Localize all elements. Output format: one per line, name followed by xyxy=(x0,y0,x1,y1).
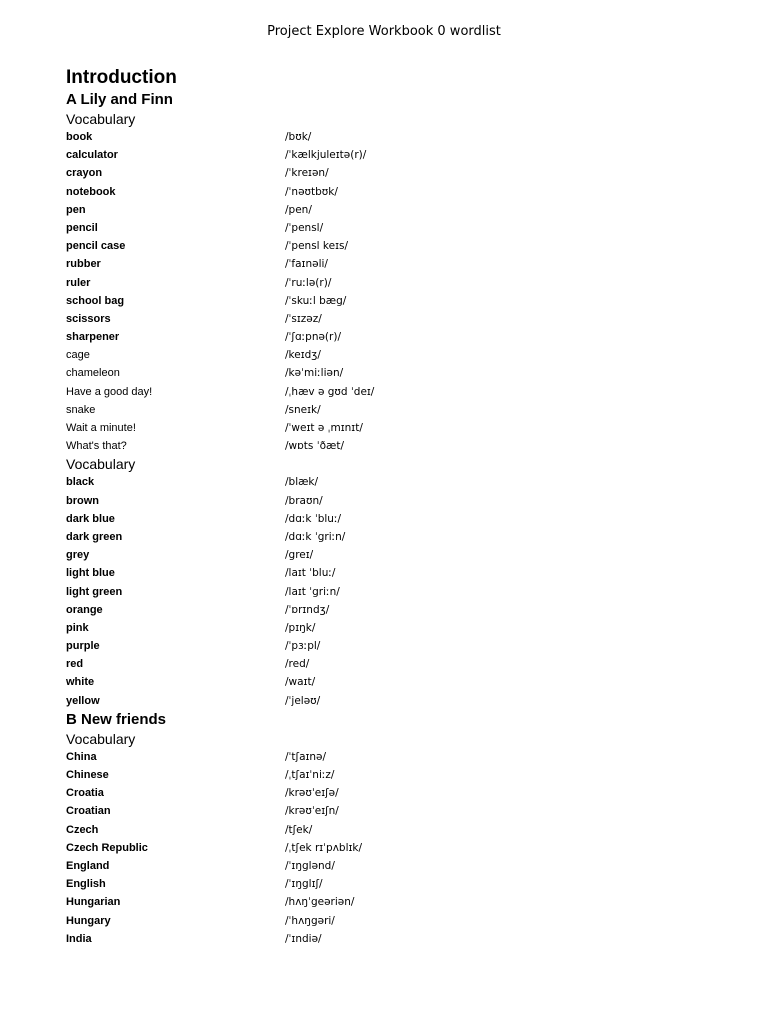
word: cage xyxy=(66,349,90,362)
pronunciation: /ˈpensl keɪs/ xyxy=(285,240,349,253)
word-row xyxy=(66,912,746,930)
word: purple xyxy=(66,640,100,653)
word: red xyxy=(66,658,84,671)
word: notebook xyxy=(66,185,116,198)
pronunciation: /ˈweɪt ə ˌmɪnɪt/ xyxy=(285,422,363,434)
word-row xyxy=(66,219,746,237)
word: India xyxy=(66,932,92,945)
word: China xyxy=(66,750,97,763)
page-header: Project Explore Workbook 0 wordlist xyxy=(267,24,501,39)
pronunciation: /dɑːk ˈgriːn/ xyxy=(285,530,346,543)
pronunciation: /ˈpensl/ xyxy=(285,221,324,234)
pronunciation: /ˈkælkjuleɪtə(r)/ xyxy=(285,149,367,162)
word-row xyxy=(66,802,746,820)
pronunciation: /krəʊˈeɪʃn/ xyxy=(285,805,339,818)
word-row xyxy=(66,546,746,564)
pronunciation: /ˈskuːl bæg/ xyxy=(285,294,347,307)
word-row xyxy=(66,164,746,182)
word: light green xyxy=(66,585,123,598)
word-row xyxy=(66,857,746,875)
word-row xyxy=(66,237,746,255)
pronunciation: /ˈruːlə(r)/ xyxy=(285,276,332,289)
word: chameleon xyxy=(66,367,120,380)
word: orange xyxy=(66,603,103,616)
pronunciation: /ˈkreɪən/ xyxy=(285,167,329,180)
word: dark green xyxy=(66,530,123,543)
word-row xyxy=(66,274,746,292)
word: light blue xyxy=(66,567,115,580)
word: pen xyxy=(66,203,86,216)
word: Croatia xyxy=(66,787,104,800)
word-row xyxy=(66,601,746,619)
word-row xyxy=(66,473,746,491)
word: calculator xyxy=(66,149,118,162)
word-row xyxy=(66,673,746,691)
word: Croatian xyxy=(66,805,111,818)
word-row xyxy=(66,419,746,437)
word-row xyxy=(66,255,746,273)
word: school bag xyxy=(66,294,125,307)
word: Czech Republic xyxy=(66,841,148,854)
pronunciation: /ˈsɪzəz/ xyxy=(285,312,322,325)
pronunciation: /braʊn/ xyxy=(285,494,323,507)
pronunciation: /ˈɒrɪndʒ/ xyxy=(285,603,330,616)
pronunciation: /ˈɪŋglɪʃ/ xyxy=(285,878,323,891)
pronunciation: /ˈpɜːpl/ xyxy=(285,640,321,653)
word-row xyxy=(66,564,746,582)
word-row xyxy=(66,784,746,802)
word: brown xyxy=(66,494,99,507)
pronunciation: /tʃek/ xyxy=(285,823,313,836)
word: crayon xyxy=(66,167,103,180)
word-row xyxy=(66,128,746,146)
word-row xyxy=(66,692,746,710)
word: scissors xyxy=(66,312,111,325)
pronunciation: /dɑːk ˈbluː/ xyxy=(285,512,342,525)
pronunciation: /ˈhʌŋgəri/ xyxy=(285,914,335,927)
word-row xyxy=(66,583,746,601)
vocabulary-label: Vocabulary xyxy=(66,456,136,473)
word-row xyxy=(66,655,746,673)
word-row xyxy=(66,528,746,546)
word: dark blue xyxy=(66,512,115,525)
pronunciation: /blæk/ xyxy=(285,476,319,489)
word: Hungarian xyxy=(66,896,121,909)
word-row xyxy=(66,492,746,510)
word-row xyxy=(66,437,746,455)
word: snake xyxy=(66,403,96,416)
section-heading: B New friends xyxy=(66,710,167,728)
pronunciation: /ˈtʃaɪnə/ xyxy=(285,750,327,763)
word-row xyxy=(66,146,746,164)
word: pencil case xyxy=(66,240,126,253)
word: book xyxy=(66,131,93,143)
word-row xyxy=(66,183,746,201)
word: yellow xyxy=(66,694,100,707)
pronunciation: /ˈfaɪnəli/ xyxy=(285,258,328,271)
word-row xyxy=(66,310,746,328)
pronunciation: /laɪt ˈgriːn/ xyxy=(285,585,340,598)
word-row xyxy=(66,875,746,893)
pronunciation: /ˈjeləʊ/ xyxy=(285,694,321,707)
word-row xyxy=(66,821,746,839)
word: pencil xyxy=(66,221,98,234)
pronunciation: /krəʊˈeɪʃə/ xyxy=(285,787,339,800)
word-row xyxy=(66,292,746,310)
word: rubber xyxy=(66,258,101,271)
pronunciation: /ˈɪŋglənd/ xyxy=(285,859,335,872)
word: Chinese xyxy=(66,769,109,781)
word: black xyxy=(66,476,95,489)
word: Have a good day! xyxy=(66,385,153,398)
vocabulary-label: Vocabulary xyxy=(66,730,136,747)
pronunciation: /kəˈmiːliən/ xyxy=(285,367,344,380)
pronunciation: /pɪŋk/ xyxy=(285,621,316,634)
pronunciation: /sneɪk/ xyxy=(285,403,321,416)
word-row xyxy=(66,619,746,637)
word: English xyxy=(66,878,106,891)
word-row xyxy=(66,201,746,219)
page-title: Introduction xyxy=(66,67,177,88)
pronunciation: /keɪdʒ/ xyxy=(285,349,321,362)
word-row xyxy=(66,510,746,528)
word: grey xyxy=(66,549,90,562)
pronunciation: /waɪt/ xyxy=(285,676,316,689)
word: sharpener xyxy=(66,331,120,344)
vocabulary-label: Vocabulary xyxy=(66,111,136,127)
word: Wait a minute! xyxy=(66,422,136,434)
word-row xyxy=(66,930,746,948)
word-row xyxy=(66,766,746,784)
word-row xyxy=(66,346,746,364)
word-row xyxy=(66,893,746,911)
pronunciation: /greɪ/ xyxy=(285,549,314,562)
pronunciation: /bʊk/ xyxy=(285,131,312,143)
pronunciation: /ˈnəʊtbʊk/ xyxy=(285,185,338,198)
pronunciation: /laɪt ˈbluː/ xyxy=(285,567,336,580)
word-row xyxy=(66,364,746,382)
word-row xyxy=(66,401,746,419)
pronunciation: /pen/ xyxy=(285,203,312,216)
pronunciation: /ˈɪndiə/ xyxy=(285,932,322,945)
word: What's that? xyxy=(66,440,127,453)
word: Hungary xyxy=(66,914,111,927)
word-row xyxy=(66,748,746,766)
pronunciation: /red/ xyxy=(285,658,310,671)
word-row xyxy=(66,637,746,655)
word-row xyxy=(66,839,746,857)
pronunciation: /wɒts ˈðæt/ xyxy=(285,440,344,453)
section-heading: A Lily and Finn xyxy=(66,91,173,108)
sections-container xyxy=(66,90,746,948)
pronunciation: /hʌŋˈgeəriən/ xyxy=(285,896,355,909)
wordlist-content xyxy=(66,66,746,948)
word-row xyxy=(66,383,746,401)
word: Czech xyxy=(66,823,99,836)
word-row xyxy=(66,328,746,346)
pronunciation: /ˌhæv ə gʊd ˈdeɪ/ xyxy=(285,385,375,398)
word: white xyxy=(66,676,95,689)
word: pink xyxy=(66,621,89,634)
word: ruler xyxy=(66,276,91,289)
pronunciation: /ˌtʃek rɪˈpʌblɪk/ xyxy=(285,841,363,854)
pronunciation: /ˈʃɑːpnə(r)/ xyxy=(285,331,341,344)
pronunciation: /ˌtʃaɪˈniːz/ xyxy=(285,769,335,781)
word: England xyxy=(66,859,110,872)
